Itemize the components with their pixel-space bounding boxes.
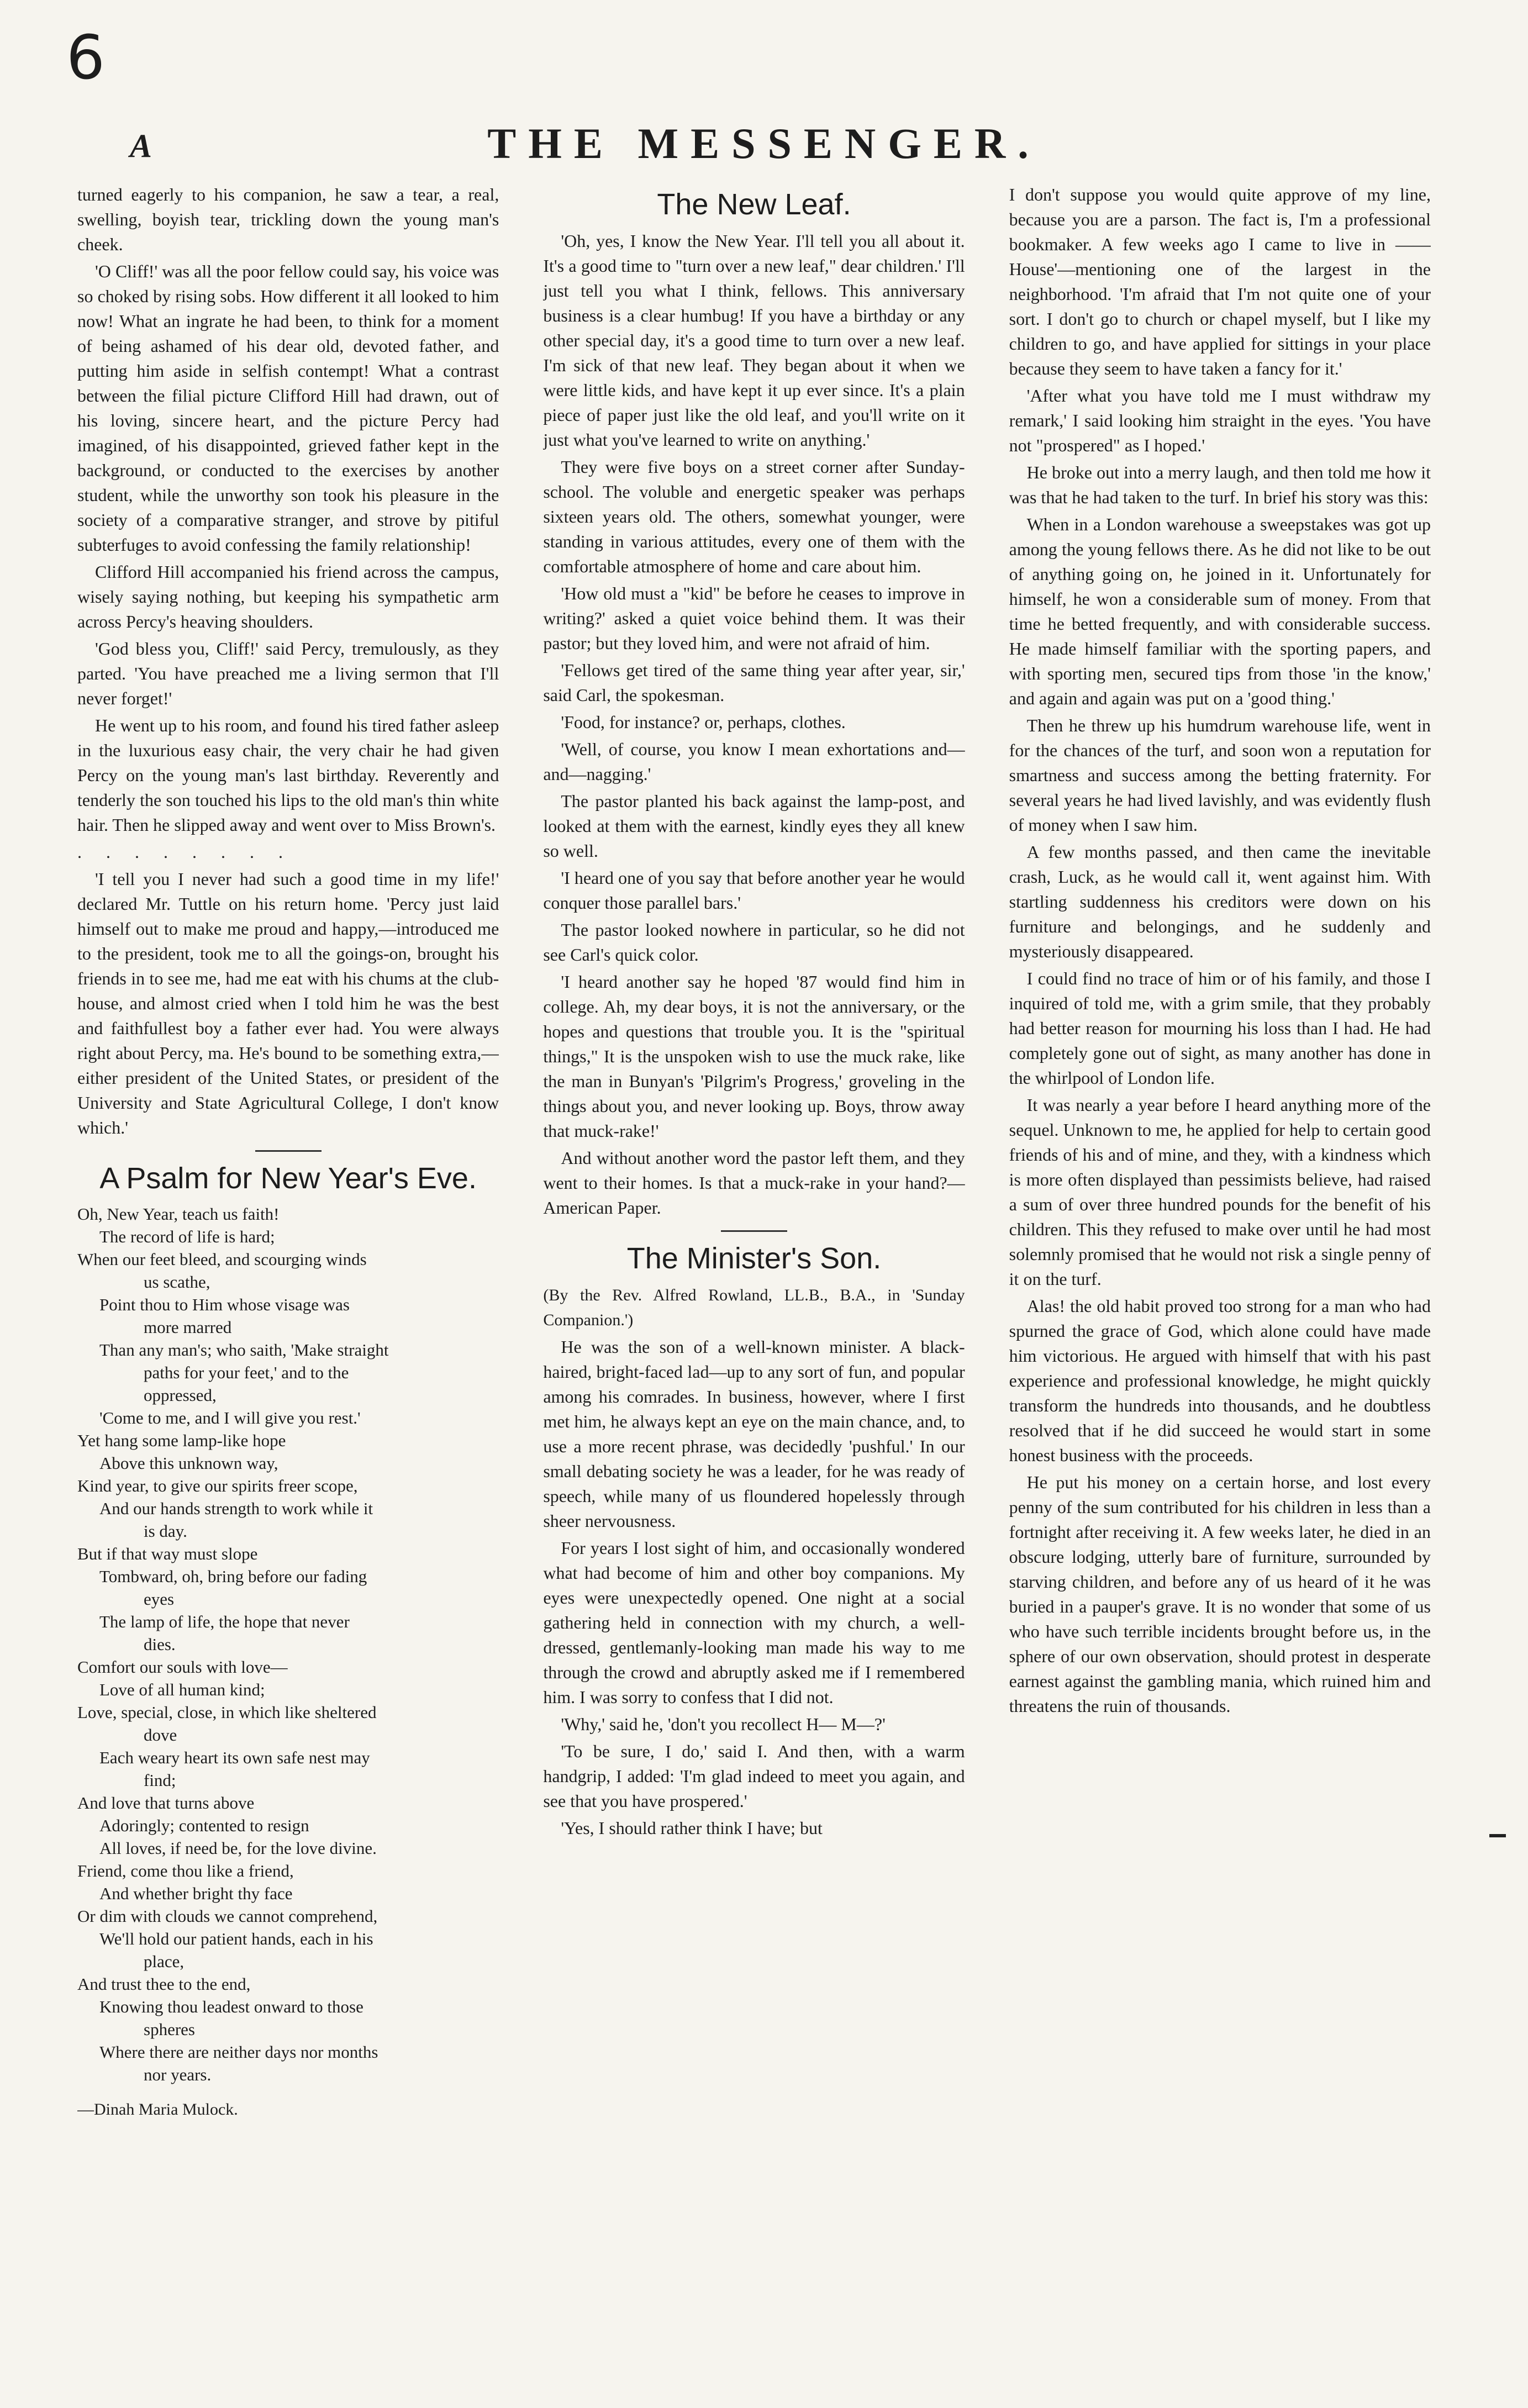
paragraph: 'I heard one of you say that before another year he would conquer those parallel bars.' xyxy=(543,868,965,913)
poem-line: Each weary heart its own safe nest may xyxy=(99,1748,370,1767)
poem xyxy=(77,1203,499,2086)
article-title-ministers-son: The Minister's Son. xyxy=(626,1242,882,1275)
poem-line: eyes xyxy=(144,1589,175,1609)
poem-line: Than any man's; who saith, 'Make straight xyxy=(99,1340,389,1360)
column-1 xyxy=(77,182,499,2304)
masthead: THE MESSENGER. xyxy=(487,119,1041,167)
paragraph: He was the son of a well-known minister. A black-haired, bright-faced lad—up to any sort of fun, and popular among his comrades. In business, however, where I first met him, he always kept an eye on the main chance, and, to use a more recent phrase, was decidedly 'pushful.' In our small debating society he was a leader, for he was ready of speech, while many of us floundered hopelessly through sheer nervousness. xyxy=(543,1337,965,1531)
poem-line: Above this unknown way, xyxy=(99,1453,278,1473)
paragraph: 'After what you have told me I must withdraw my remark,' I said looking him straight in the eyes. 'You have not "prospered" as I hoped.' xyxy=(1009,386,1431,455)
paragraph: He went up to his room, and found his tired father asleep in the luxurious easy chair, the very chair he had given Percy on the young man's last birthday. Reverently and tenderly the son touched his lips to the old man's thin white hair. Then he slipped away and went over to Miss Brown's. xyxy=(77,715,499,835)
poem-line: The record of life is hard; xyxy=(99,1227,275,1246)
poem-author: —Dinah Maria Mulock. xyxy=(77,2100,238,2119)
paragraph: It was nearly a year before I heard anything more of the sequel. Unknown to me, he applied for help to certain good friends of his and of mine, and they, with a kindness which is more often displayed than pessimists believe, had raised a sum of over three hundred pounds for the benefit of his children. This they refused to make over until he had most solemnly promised that he would not risk a single penny of it on the turf. xyxy=(1009,1095,1431,1289)
byline: (By the Rev. Alfred Rowland, LL.B., B.A., in 'Sunday Companion.') xyxy=(543,1286,965,1329)
poem-line: dies. xyxy=(144,1635,176,1654)
paragraph: He put his money on a certain horse, and lost every penny of the sum contributed for his children in less than a fortnight after receiving it. A few weeks later, he died in an obscure lodging, utterly bare of furniture, surrounded by starving children, and before any of us heard of it he was buried in a pauper's grave. It is no wonder that some of us who have such terrible incidents brought before us, in the sphere of our own observation, should protest in desperate earnest against the gambling mania, which ruined him and threatens the ruin of thousands. xyxy=(1009,1472,1431,1716)
paragraph: 'Well, of course, you know I mean exhortations and—and—nagging.' xyxy=(543,739,965,784)
poem-line: And our hands strength to work while it xyxy=(99,1499,373,1518)
poem-line: And love that turns above xyxy=(77,1793,255,1812)
paragraph: The pastor planted his back against the lamp-post, and looked at them with the earnest, kindly eyes they all knew so well. xyxy=(543,791,965,861)
poem-line: oppressed, xyxy=(144,1385,217,1405)
paragraph: 'Food, for instance? or, perhaps, clothes. xyxy=(561,712,846,732)
paragraph: I don't suppose you would quite approve of my line, because you are a parson. The fact is, I'm a professional bookmaker. A few weeks ago I came to live in —— House'—mentioning one of the largest in the neighborhood. 'I'm afraid that I'm not quite one of your sort. I don't go to church or chapel myself, but I like my children to go, and have applied for sittings in your place because they seem to have taken a fancy for it.' xyxy=(1009,185,1431,378)
paragraph: And without another word the pastor left them, and they went to their homes. Is that a muck-rake in your hand?—American Paper. xyxy=(543,1148,965,1218)
section-dots: . . . . . . . . xyxy=(77,842,293,862)
paragraph: 'How old must a "kid" be before he ceases to improve in writing?' asked a quiet voice behind them. It was their pastor; but they loved him, and were not afraid of him. xyxy=(543,583,965,653)
article-title-new-leaf: The New Leaf. xyxy=(657,188,851,221)
poem-line: Tombward, oh, bring before our fading xyxy=(99,1567,367,1586)
paragraph: Alas! the old habit proved too strong for a man who had spurned the grace of God, which alone could have made him victorious. He argued with himself that with his past experience and professional knowledge, he might quickly transform the hundreds into thousands, and he doubtless resolved that if he did succeed he would start in some honest business with the proceeds. xyxy=(1009,1296,1431,1465)
poem-line: nor years. xyxy=(144,2065,212,2084)
paragraph: Clifford Hill accompanied his friend across the campus, wisely saying nothing, but keeping his sympathetic arm across Percy's heaving shoulders. xyxy=(77,562,499,631)
paragraph: 'Why,' said he, 'don't you recollect H— M—?' xyxy=(561,1714,886,1734)
poem-line: dove xyxy=(144,1725,177,1745)
poem-line: Knowing thou leadest onward to those xyxy=(99,1997,363,2016)
divider xyxy=(255,1150,322,1152)
margin-mark xyxy=(1489,1834,1506,1837)
poem-line: The lamp of life, the hope that never xyxy=(99,1612,350,1631)
paragraph: For years I lost sight of him, and occasionally wondered what had become of him and other boy companions. My eyes were unexpectedly opened. One night at a social gathering held in connection with my church, a well-dressed, gentlemanly-looking man made his way to me through the crowd and abruptly asked me if I remembered him. I was sorry to confess that I did not. xyxy=(543,1538,965,1707)
poem-line: And trust thee to the end, xyxy=(77,1974,251,1994)
poem-line: Love of all human kind; xyxy=(99,1680,265,1699)
paragraph: 'God bless you, Cliff!' said Percy, tremulously, as they parted. 'You have preached me a living sermon that I'll never forget!' xyxy=(77,639,499,708)
paragraph: When in a London warehouse a sweepstakes was got up among the young fellows there. As he did not like to be out of anything going on, he joined in it. Unfortunately for himself, he won a considerable sum of money. From that time he betted frequently, and with considerable success. He made himself familiar with the sporting papers, and with sporting men, secured tips from those 'in the know,' and again and again was put on a 'good thing.' xyxy=(1009,514,1431,708)
divider xyxy=(721,1230,787,1232)
paragraph: 'Yes, I should rather think I have; but xyxy=(561,1818,823,1838)
paragraph: Then he threw up his humdrum warehouse life, went in for the chances of the turf, and soon won a reputation for smartness and success among the betting fraternity. For several years he had lived lavishly, and was evidently flush of money when I saw him. xyxy=(1009,715,1431,835)
poem-line: Adoringly; contented to resign xyxy=(99,1816,309,1835)
poem-line: We'll hold our patient hands, each in his xyxy=(99,1929,373,1948)
poem-line: Yet hang some lamp-like hope xyxy=(77,1431,286,1450)
poem-line: Oh, New Year, teach us faith! xyxy=(77,1204,280,1224)
poem-line: Point thou to Him whose visage was xyxy=(99,1295,350,1314)
paragraph: 'Oh, yes, I know the New Year. I'll tell you all about it. It's a good time to "turn over a new leaf," dear children.' I'll just tell you what I think, fellows. This anniversary business is a clear humbug! If you have a birthday or any other special day, it's a good time to turn over a new leaf. I'm sick of that new leaf. They began about it when we were little kids, and have kept it up ever since. It's a plain piece of paper just like the old leaf, and you'll write on it just what you've learned to write on anything.' xyxy=(543,231,965,450)
paragraph: 'To be sure, I do,' said I. And then, with a warm handgrip, I added: 'I'm glad indeed to meet you again, and see that you have prospered.' xyxy=(543,1741,965,1811)
page-number: 6 xyxy=(66,22,105,93)
page-columns xyxy=(77,182,1431,2304)
story-close: 'I tell you I never had such a good time in my life!' declared Mr. Tuttle on his return home. 'Percy just laid himself out to make me proud and happy,—introduced me to the president, took me to all the goings-on, brought his friends in to see me, had me eat with his chums at the club-house, and almost cried when I told him he was the best and faithfullest boy a father ever had. You were always right about Percy, ma. He's bound to be something extra,—either president of the United States, or president of the University and State Agricultural College, I don't know which.' xyxy=(77,869,499,1137)
poem-line: Comfort our souls with love— xyxy=(77,1657,288,1677)
paragraph: 'I heard another say he hoped '87 would find him in college. Ah, my dear boys, it is not the anniversary, or the hopes and questions that trouble you. It is the "spiritual things," It is the unspoken wish to use the muck rake, like the man in Bunyan's 'Pilgrim's Progress,' groveling in the things about you, and never looking up. Boys, throw away that muck-rake!' xyxy=(543,972,965,1141)
poem-line: place, xyxy=(144,1952,185,1971)
poem-line: All loves, if need be, for the love divine. xyxy=(99,1838,377,1858)
poem-line: more marred xyxy=(144,1318,232,1337)
paragraph: turned eagerly to his companion, he saw a tear, a real, swelling, boyish tear, trickling down the young man's cheek. xyxy=(77,185,499,254)
paragraph: I could find no trace of him or of his family, and those I inquired of told me, with a grim smile, that they probably had better reason for mourning his loss than I had. He had completely gone out of sight, as many another has done in the whirlpool of London life. xyxy=(1009,968,1431,1088)
paragraph: A few months passed, and then came the inevitable crash, Luck, as he would call it, went against him. With startling suddenness his creditors were down on his furniture and belongings, and he suddenly and mysteriously disappeared. xyxy=(1009,842,1431,961)
column-2 xyxy=(543,182,965,2304)
paragraph: He broke out into a merry laugh, and then told me how it was that he had taken to the turf. In brief his story was this: xyxy=(1009,462,1431,507)
poem-line: Or dim with clouds we cannot comprehend, xyxy=(77,1906,378,1926)
paragraph: 'Fellows get tired of the same thing year after year, sir,' said Carl, the spokesman. xyxy=(543,660,965,705)
paragraph: They were five boys on a street corner after Sunday-school. The voluble and energetic speaker was perhaps sixteen years old. The others, somewhat younger, were standing in various attitudes, every one of them with the comfortable atmosphere of home and care about him. xyxy=(543,457,965,576)
column-3 xyxy=(1009,182,1431,2304)
poem-line: 'Come to me, and I will give you rest.' xyxy=(99,1408,361,1427)
corner-mark: A xyxy=(130,128,152,164)
poem-line: When our feet bleed, and scourging winds xyxy=(77,1250,367,1269)
paragraph: The pastor looked nowhere in particular, so he did not see Carl's quick color. xyxy=(543,920,965,965)
poem-line: Kind year, to give our spirits freer scope, xyxy=(77,1476,358,1495)
poem-line: Love, special, close, in which like sheltered xyxy=(77,1703,377,1722)
poem-line: spheres xyxy=(144,2020,195,2039)
paragraph: 'O Cliff!' was all the poor fellow could say, his voice was so choked by rising sobs. How different it all looked to him now! What an ingrate he had been, to think for a moment of being ashamed of his dear old, devoted father, and putting him aside in selfish contempt! What a contrast between the filial picture Clifford Hill had drawn, out of his loving, sincere heart, and the picture Percy had imagined, of his disappointed, grieved father kept in the background, or conducted to the exercises by another student, while the unworthy son took his pleasure in the society of a comparative stranger, and strove by pitiful subterfuges to avoid confessing the family relationship! xyxy=(77,261,499,555)
poem-line: is day. xyxy=(144,1521,187,1541)
poem-title: A Psalm for New Year's Eve. xyxy=(99,1162,477,1195)
poem-line: Friend, come thou like a friend, xyxy=(77,1861,294,1880)
poem-line: find; xyxy=(144,1771,176,1790)
poem-line: us scathe, xyxy=(144,1272,210,1292)
poem-line: paths for your feet,' and to the xyxy=(144,1363,349,1382)
poem-line: And whether bright thy face xyxy=(99,1884,293,1903)
poem-line: But if that way must slope xyxy=(77,1544,258,1563)
poem-line: Where there are neither days nor months xyxy=(99,2042,378,2062)
